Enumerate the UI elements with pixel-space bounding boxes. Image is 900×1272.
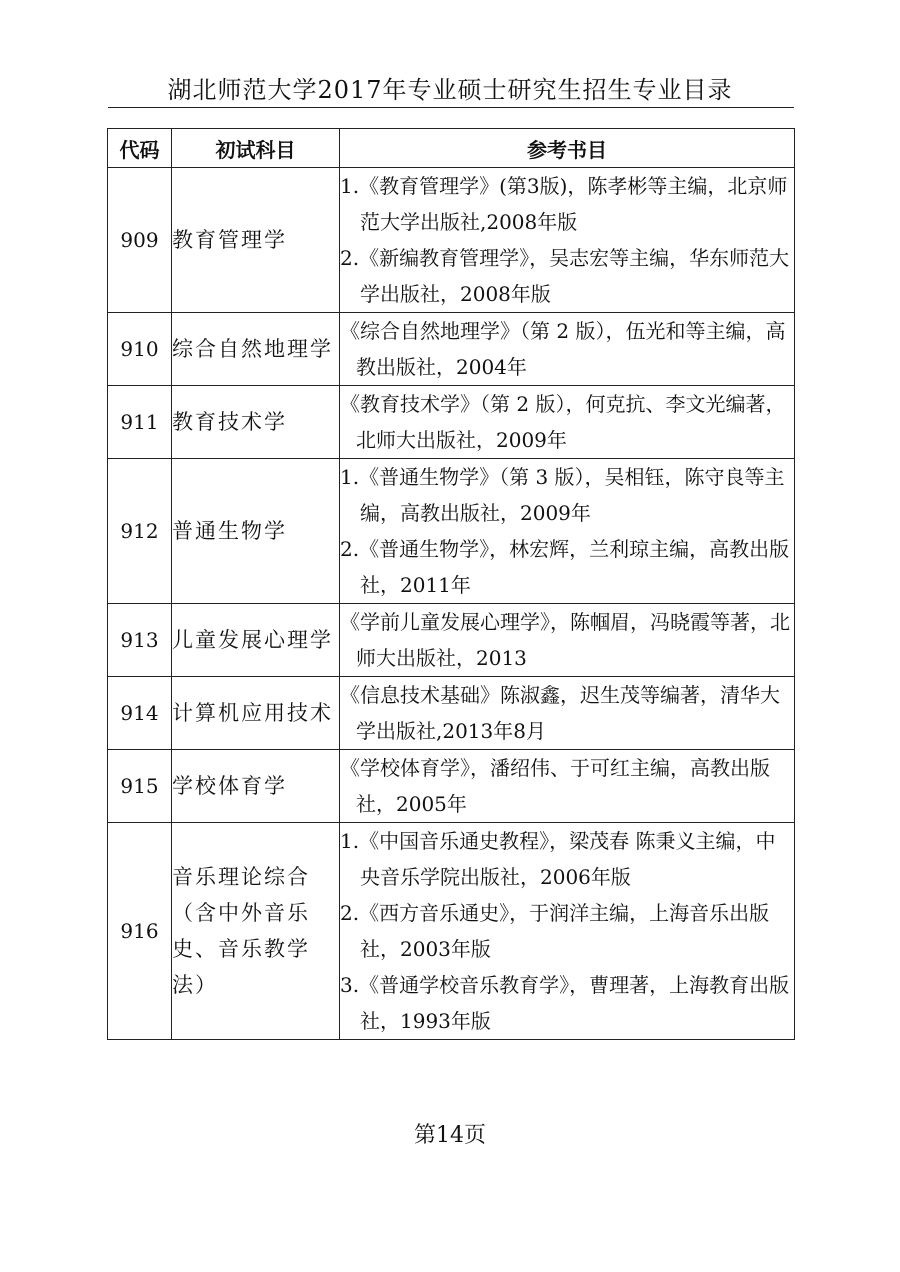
table-row bbox=[108, 313, 795, 386]
row-references bbox=[340, 604, 795, 677]
row-code: 910 bbox=[108, 313, 172, 386]
row-subject: 教育管理学 bbox=[172, 168, 340, 313]
row-code: 913 bbox=[108, 604, 172, 677]
reference-item: 1.《中国音乐通史教程》，梁茂春 陈秉义主编，中央音乐学院出版社，2006年版 bbox=[340, 829, 776, 889]
row-references bbox=[340, 313, 795, 386]
row-references bbox=[340, 386, 795, 459]
row-code: 911 bbox=[108, 386, 172, 459]
reference-item: 《学校体育学》，潘绍伟、于可红主编，高教出版社，2005年 bbox=[340, 756, 770, 816]
reference-item: 1.《教育管理学》(第3版)，陈孝彬等主编，北京师范大学出版社,2008年版 bbox=[340, 174, 788, 234]
row-subject: 普通生物学 bbox=[172, 459, 340, 604]
page-title: 湖北师范大学2017年专业硕士研究生招生专业目录 bbox=[167, 76, 733, 104]
table-row bbox=[108, 677, 795, 750]
page-number: 第14页 bbox=[414, 1123, 486, 1148]
table-row bbox=[108, 459, 795, 604]
reference-item: 《教育技术学》（第 2 版），何克抗、李文光编著，北师大出版社，2009年 bbox=[340, 392, 786, 452]
reference-item: 2.《西方音乐通史》，于润洋主编，上海音乐出版社，2003年版 bbox=[340, 901, 770, 961]
row-references bbox=[340, 823, 795, 1040]
table-row bbox=[108, 750, 795, 823]
reference-item: 3.《普通学校音乐教育学》，曹理著，上海教育出版社，1993年版 bbox=[340, 973, 790, 1033]
row-subject: 综合自然地理学 bbox=[172, 313, 340, 386]
row-code: 915 bbox=[108, 750, 172, 823]
row-subject: 学校体育学 bbox=[172, 750, 340, 823]
table-row bbox=[108, 168, 795, 313]
reference-item: 《信息技术基础》陈淑鑫，迟生茂等编著，清华大学出版社,2013年8月 bbox=[340, 683, 780, 743]
reference-item: 《学前儿童发展心理学》，陈帼眉，冯晓霞等著，北师大出版社，2013 bbox=[340, 610, 790, 670]
row-references bbox=[340, 750, 795, 823]
reference-item: 2.《新编教育管理学》，吴志宏等主编，华东师范大学出版社，2008年版 bbox=[340, 246, 790, 306]
row-code: 912 bbox=[108, 459, 172, 604]
reference-item: 1.《普通生物学》（第 3 版），吴相钰，陈守良等主编，高教出版社，2009年 bbox=[340, 465, 785, 525]
table-row bbox=[108, 604, 795, 677]
row-references bbox=[340, 168, 795, 313]
header-references: 参考书目 bbox=[340, 129, 795, 168]
header-row bbox=[108, 129, 795, 168]
table-row bbox=[108, 386, 795, 459]
reference-item: 《综合自然地理学》（第 2 版），伍光和等主编，高教出版社，2004年 bbox=[340, 319, 786, 379]
header-subject: 初试科目 bbox=[172, 129, 340, 168]
row-references bbox=[340, 459, 795, 604]
row-subject: 计算机应用技术 bbox=[172, 677, 340, 750]
reference-item: 2.《普通生物学》，林宏辉，兰利琼主编，高教出版社，2011年 bbox=[340, 537, 790, 597]
header-code: 代码 bbox=[108, 129, 172, 168]
table-row bbox=[108, 823, 795, 1040]
catalog-table bbox=[107, 128, 795, 1040]
row-subject: 音乐理论综合（含中外音乐史、音乐教学法） bbox=[172, 823, 340, 1040]
row-subject: 教育技术学 bbox=[172, 386, 340, 459]
row-code: 914 bbox=[108, 677, 172, 750]
row-code: 916 bbox=[108, 823, 172, 1040]
title-rule bbox=[108, 107, 794, 108]
row-code: 909 bbox=[108, 168, 172, 313]
row-references bbox=[340, 677, 795, 750]
row-subject: 儿童发展心理学 bbox=[172, 604, 340, 677]
